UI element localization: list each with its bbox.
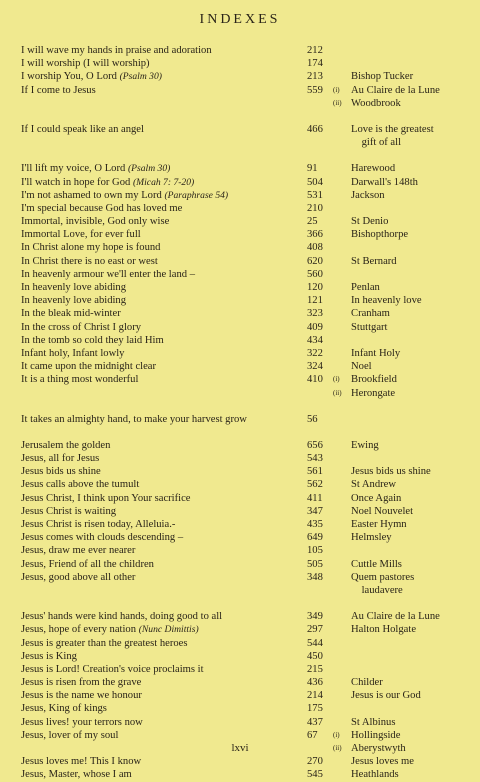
index-entry: [0, 294, 480, 307]
hymn-title: [21, 281, 126, 294]
hymn-title: [21, 702, 107, 715]
index-entry: [0, 123, 480, 136]
hymn-title-text: Jerusalem the golden: [21, 439, 111, 451]
tune-variant: (i): [333, 730, 340, 739]
index-entry: [0, 768, 480, 781]
hymn-title: [21, 228, 141, 241]
tune-name: Hollingside: [351, 729, 401, 741]
index-entry: [0, 558, 480, 571]
hymn-title: [21, 294, 126, 307]
scripture-reference: (Micah 7: 7-20): [132, 176, 195, 188]
tune-name: gift of all: [351, 137, 402, 149]
tune-name: Aberystwyth: [351, 743, 406, 754]
index-entry: [0, 44, 480, 57]
tune-name: Jackson: [351, 189, 385, 201]
hymn-title-text: In Christ alone my hope is found: [21, 242, 161, 254]
index-entry: [0, 70, 480, 83]
index-entry: [0, 255, 480, 268]
hymn-title: [21, 268, 195, 281]
index-entry: [0, 321, 480, 334]
hymn-title: [21, 255, 158, 268]
tune-name: Jesus loves me: [351, 756, 414, 768]
tune-name: Once Again: [351, 492, 402, 504]
tune-name: Jesus is our God: [351, 690, 421, 702]
index-entry: [0, 268, 480, 281]
tune-name: Bishop Tucker: [351, 71, 414, 83]
hymn-number: 347: [307, 505, 323, 517]
hymn-title-text: If I could speak like an angel: [21, 123, 144, 135]
hymn-number: 620: [307, 255, 323, 267]
tune-name: Cuttle Mills: [351, 558, 402, 570]
tune-variant: (i): [333, 85, 340, 94]
tune-name: Cranham: [351, 308, 390, 320]
hymn-title: [21, 241, 160, 254]
index-entry: [0, 202, 480, 215]
hymn-title-text: In heavenly love abiding: [21, 282, 127, 293]
index-entry: [0, 334, 480, 347]
index-entry: [0, 650, 480, 663]
hymn-title-text: In the tomb so cold they laid Him: [21, 334, 164, 346]
index-entry: [0, 387, 480, 400]
hymn-title-text: I'll watch in hope for God: [21, 176, 133, 188]
tune-name: Brookfield: [351, 374, 397, 386]
hymn-number: 410: [307, 374, 323, 386]
hymn-number: 543: [307, 453, 323, 465]
blank-line: [0, 597, 480, 610]
hymn-title-text: In the bleak mid-winter: [21, 308, 121, 320]
index-entry: [0, 413, 480, 426]
hymn-title-text: Jesus loves me! This I know: [21, 756, 142, 768]
index-entry: [0, 637, 480, 650]
hymn-number: 214: [307, 690, 323, 702]
hymn-title-text: I will wave my hands in praise and adoration: [21, 45, 212, 56]
tune-name: Quem pastores: [351, 571, 415, 583]
index-entry: [0, 439, 480, 452]
tune-variant: (ii): [333, 744, 342, 752]
hymn-title-text: Jesus, hope of every nation: [21, 624, 139, 636]
hymn-number: 437: [307, 716, 323, 728]
index-entry: [0, 57, 480, 70]
hymn-number: 411: [307, 492, 323, 504]
tune-name: Helmsley: [351, 532, 392, 544]
hymn-title: [21, 492, 191, 505]
hymn-title: [21, 729, 118, 742]
hymn-number: 436: [307, 677, 323, 689]
hymn-title: [21, 544, 135, 557]
hymn-title: [21, 623, 199, 636]
hymn-title-text: Jesus Christ is waiting: [21, 505, 117, 517]
hymn-title-text: Infant holy, Infant lowly: [21, 347, 125, 359]
blank-line: [0, 149, 480, 162]
tune-variant: (ii): [333, 388, 342, 397]
hymn-number: 450: [307, 650, 323, 662]
scripture-reference: (Psalm 30): [119, 71, 162, 83]
hymn-title-text: In heavenly armour we'll enter the land –: [21, 268, 195, 280]
hymn-title-text: Jesus is greater than the greatest heroes: [21, 637, 188, 649]
hymn-title: [21, 689, 142, 702]
hymn-title: [21, 637, 188, 650]
hymn-number: 322: [307, 347, 323, 359]
scripture-reference: (Paraphrase 54): [164, 189, 229, 201]
index-entry: [0, 162, 480, 175]
hymn-title-text: It came upon the midnight clear: [21, 361, 157, 373]
index-entry: [0, 571, 480, 584]
index-entry: [0, 452, 480, 465]
hymn-title: [21, 465, 101, 478]
hymn-number: 25: [307, 216, 318, 228]
index-entry: [0, 373, 480, 386]
hymn-title-text: Jesus bids us shine: [21, 466, 101, 478]
tune-name: St Denio: [351, 216, 389, 228]
hymn-title-text: Jesus lives! your terrors now: [21, 716, 143, 728]
hymn-title: [21, 716, 143, 729]
index-entry: [0, 84, 480, 97]
hymn-title-text: Jesus, King of kings: [21, 703, 107, 715]
tune-name: Halton Holgate: [351, 624, 417, 636]
tune-name: Noel Nouvelet: [351, 505, 414, 517]
hymn-title-text: Jesus is Lord! Creation's voice proclaims it: [21, 663, 204, 675]
hymn-title: [21, 571, 135, 584]
tune-name: Au Claire de la Lune: [351, 84, 440, 96]
hymn-title-text: It takes an almighty hand, to make your harvest grow: [21, 413, 247, 425]
hymn-title-text: Jesus, Master, whose I am: [21, 769, 132, 781]
tune-name: Stuttgart: [351, 321, 388, 333]
tune-name: Harewood: [351, 163, 396, 175]
hymn-title: [21, 334, 164, 347]
hymn-number: 213: [307, 71, 323, 83]
hymn-number: 91: [307, 163, 318, 175]
index-entry: [0, 97, 480, 110]
hymn-title: [21, 558, 154, 571]
hymn-number: 212: [307, 45, 323, 56]
tune-name: In heavenly love: [351, 295, 422, 307]
hymn-title: [21, 44, 212, 57]
tune-name: Herongate: [351, 387, 396, 399]
hymn-number: 409: [307, 321, 323, 333]
hymn-number: 120: [307, 282, 323, 293]
blank-line: [0, 110, 480, 123]
hymn-title: [21, 663, 204, 676]
hymn-number: 175: [307, 703, 323, 715]
tune-name: laudavere: [351, 584, 403, 596]
hymn-title-text: Jesus, lover of my soul: [21, 729, 119, 741]
hymn-title: [21, 202, 182, 215]
index-entry: [0, 228, 480, 241]
hymn-title: [21, 321, 141, 334]
hymn-title-text: Jesus' hands were kind hands, doing good to all: [21, 611, 223, 623]
hymn-number: 174: [307, 58, 323, 70]
hymn-index: [0, 44, 480, 782]
hymn-title: [21, 162, 170, 175]
hymn-title: [21, 347, 124, 360]
hymn-number: 545: [307, 769, 323, 781]
hymn-title-text: In the cross of Christ I glory: [21, 321, 142, 333]
hymn-title-text: Jesus Christ, I think upon Your sacrifice: [21, 492, 191, 504]
index-entry: [0, 465, 480, 478]
hymn-title-text: Jesus comes with clouds descending –: [21, 532, 184, 544]
hymn-number: 561: [307, 466, 323, 478]
blank-line: [0, 426, 480, 439]
tune-name: Ewing: [351, 439, 379, 451]
hymn-number: 435: [307, 519, 323, 530]
index-entry: [0, 281, 480, 294]
blank-line: [0, 400, 480, 413]
tune-name: Darwall's 148th: [351, 176, 418, 188]
index-entry: [0, 755, 480, 768]
hymn-number: 531: [307, 189, 323, 201]
hymn-title-text: Jesus, good above all other: [21, 571, 136, 583]
hymn-title: [21, 650, 77, 663]
hymn-number: 366: [307, 229, 323, 241]
tune-name: Au Claire de la Lune: [351, 611, 440, 623]
hymn-title: [21, 360, 156, 373]
tune-name: Woodbrook: [351, 97, 401, 109]
hymn-number: 67: [307, 729, 318, 741]
hymn-number: 408: [307, 242, 323, 254]
index-entry: [0, 241, 480, 254]
hymn-title-text: Immortal, invisible, God only wise: [21, 216, 170, 228]
index-entry: [0, 689, 480, 702]
tune-name: Penlan: [351, 282, 380, 293]
tune-name: Infant Holy: [351, 347, 401, 359]
hymn-number: 434: [307, 334, 323, 346]
hymn-number: 121: [307, 295, 323, 307]
hymn-title: [21, 518, 175, 531]
index-entry: [0, 215, 480, 228]
hymn-title-text: I'm special because God has loved me: [21, 202, 183, 214]
hymn-title: [21, 373, 138, 386]
index-entry: [0, 610, 480, 623]
hymn-number: 323: [307, 308, 323, 320]
hymn-number: 56: [307, 413, 318, 425]
hymn-title-text: I'll lift my voice, O Lord: [21, 163, 128, 175]
hymn-number: 656: [307, 439, 323, 451]
hymn-title: [21, 452, 99, 465]
hymn-title: [21, 505, 116, 518]
tune-name: Love is the greatest: [351, 123, 434, 135]
hymn-title-text: I worship You, O Lord: [21, 71, 120, 83]
index-entry: [0, 136, 480, 149]
tune-name: St Andrew: [351, 479, 397, 491]
index-entry: [0, 478, 480, 491]
index-entry: [0, 189, 480, 202]
index-entry: [0, 347, 480, 360]
hymn-title-text: In Christ there is no east or west: [21, 255, 158, 267]
hymn-title-text: Jesus, draw me ever nearer: [21, 545, 136, 557]
hymn-title-text: Jesus is King: [21, 650, 77, 662]
hymn-number: 544: [307, 637, 323, 649]
tune-name: Noel: [351, 361, 372, 373]
index-entry: [0, 729, 480, 742]
tune-name: Heathlands: [351, 769, 399, 781]
index-entry: [0, 307, 480, 320]
hymn-title: [21, 768, 132, 781]
hymn-title: [21, 610, 222, 623]
hymn-title: [21, 676, 141, 689]
index-entry: [0, 676, 480, 689]
hymn-title: [21, 307, 121, 320]
hymn-number: 297: [307, 624, 323, 636]
tune-name: Childer: [351, 677, 383, 689]
tune-variant: (ii): [333, 98, 342, 107]
hymn-title-text: If I come to Jesus: [21, 84, 96, 96]
index-entry: [0, 505, 480, 518]
hymn-title-text: I'm not ashamed to own my Lord: [21, 189, 165, 201]
hymn-number: 504: [307, 176, 323, 188]
hymn-number: 270: [307, 756, 323, 768]
hymn-number: 649: [307, 532, 323, 544]
hymn-title-text: Immortal Love, for ever full: [21, 229, 141, 241]
hymn-title-text: Jesus, all for Jesus: [21, 453, 100, 465]
hymn-title: [21, 531, 183, 544]
hymn-title: [21, 57, 150, 70]
index-entry: [0, 663, 480, 676]
page-title: INDEXES: [199, 12, 281, 27]
hymn-title-text: Jesus is the name we honour: [21, 690, 142, 702]
hymn-number: 562: [307, 479, 323, 491]
tune-name: St Albinus: [351, 716, 396, 728]
hymn-title-text: I will worship (I will worship): [21, 58, 150, 70]
hymn-title-text: Jesus is risen from the grave: [21, 677, 142, 689]
index-entry: [0, 492, 480, 505]
index-entry: [0, 544, 480, 557]
hymn-title: [21, 413, 247, 426]
index-entry: [0, 702, 480, 715]
hymn-number: 210: [307, 202, 323, 214]
tune-name: Bishopthorpe: [351, 229, 409, 241]
hymn-title: [21, 478, 139, 491]
hymn-number: 348: [307, 571, 323, 583]
hymn-title: [21, 189, 228, 202]
hymn-number: 559: [307, 84, 323, 96]
tune-name: Jesus bids us shine: [351, 466, 431, 478]
hymn-title: [21, 123, 144, 136]
hymn-title: [21, 70, 162, 83]
scripture-reference: (Nunc Dimittis): [138, 624, 199, 636]
tune-variant: (i): [333, 375, 340, 384]
hymn-number: 324: [307, 361, 323, 373]
index-entry: [0, 716, 480, 729]
hymn-number: 505: [307, 558, 323, 570]
tune-name: St Bernard: [351, 255, 397, 267]
hymn-number: 349: [307, 611, 323, 623]
index-entry: [0, 531, 480, 544]
index-entry: [0, 176, 480, 189]
hymn-title: [21, 215, 169, 228]
hymn-number: 466: [307, 123, 323, 135]
hymn-number: 215: [307, 663, 323, 675]
hymn-title-text: It is a thing most wonderful: [21, 374, 139, 386]
tune-name: Easter Hymn: [351, 519, 407, 530]
hymn-title-text: Jesus, Friend of all the children: [21, 558, 154, 570]
index-entry: [0, 360, 480, 373]
hymn-title-text: Jesus calls above the tumult: [21, 479, 140, 491]
index-entry: [0, 584, 480, 597]
scripture-reference: (Psalm 30): [127, 163, 171, 175]
hymn-title-text: In heavenly love abiding: [21, 295, 127, 307]
index-entry: [0, 623, 480, 636]
hymn-title: [21, 84, 96, 97]
page-number: lxvi: [231, 742, 249, 754]
hymn-title: [21, 755, 141, 768]
hymn-title: [21, 439, 110, 452]
hymn-title-text: Jesus Christ is risen today, Alleluia.-: [21, 519, 176, 530]
index-entry: [0, 518, 480, 531]
hymn-title: [21, 176, 194, 189]
hymn-number: 105: [307, 545, 323, 557]
hymn-number: 560: [307, 268, 323, 280]
